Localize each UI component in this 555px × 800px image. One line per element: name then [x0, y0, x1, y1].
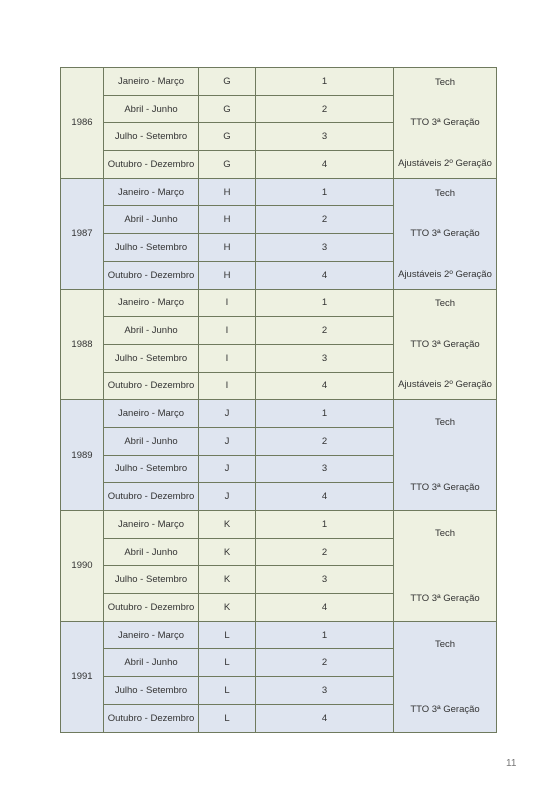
period-cell: Julho - Setembro	[104, 344, 199, 372]
period-cell: Janeiro - Março	[104, 289, 199, 317]
letter-cell: K	[199, 594, 256, 622]
number-cell: 3	[256, 344, 394, 372]
year-cell: 1988	[61, 289, 104, 400]
period-cell: Abril - Junho	[104, 427, 199, 455]
letter-cell: I	[199, 372, 256, 400]
number-cell: 3	[256, 234, 394, 262]
generation-notes	[394, 512, 496, 620]
period-cell: Janeiro - Março	[104, 400, 199, 428]
letter-cell: J	[199, 427, 256, 455]
generation-notes-cell	[394, 400, 497, 511]
period-cell: Julho - Setembro	[104, 566, 199, 594]
number-cell: 1	[256, 68, 394, 96]
letter-cell: K	[199, 538, 256, 566]
number-cell: 1	[256, 511, 394, 539]
letter-cell: J	[199, 455, 256, 483]
number-cell: 2	[256, 95, 394, 123]
table-row	[61, 178, 497, 206]
generation-note: TTO 3ª Geração	[410, 703, 480, 715]
period-cell: Abril - Junho	[104, 206, 199, 234]
period-cell: Julho - Setembro	[104, 677, 199, 705]
table-row	[61, 68, 497, 96]
generation-notes	[394, 180, 496, 288]
number-cell: 4	[256, 483, 394, 511]
generation-note: TTO 3ª Geração	[410, 338, 480, 350]
year-cell: 1989	[61, 400, 104, 511]
letter-cell: K	[199, 566, 256, 594]
number-cell: 4	[256, 372, 394, 400]
letter-cell: I	[199, 317, 256, 345]
year-cell: 1986	[61, 68, 104, 179]
number-cell: 4	[256, 151, 394, 179]
period-cell: Julho - Setembro	[104, 455, 199, 483]
generation-notes	[394, 401, 496, 509]
generation-note: Ajustáveis 2º Geração	[398, 379, 492, 391]
year-cell: 1987	[61, 178, 104, 289]
generation-note: Tech	[434, 638, 456, 650]
year-cell: 1990	[61, 511, 104, 622]
letter-cell: L	[199, 704, 256, 732]
table-row	[61, 511, 497, 539]
number-cell: 2	[256, 206, 394, 234]
letter-cell: H	[199, 206, 256, 234]
serial-code-table	[60, 67, 497, 733]
number-cell: 1	[256, 289, 394, 317]
generation-note: Tech	[434, 417, 456, 429]
table-row	[61, 289, 497, 317]
period-cell: Janeiro - Março	[104, 178, 199, 206]
period-cell: Outubro - Dezembro	[104, 261, 199, 289]
number-cell: 1	[256, 178, 394, 206]
generation-notes	[394, 69, 496, 177]
letter-cell: L	[199, 649, 256, 677]
table-body	[61, 68, 497, 733]
generation-note: TTO 3ª Geração	[410, 592, 480, 604]
letter-cell: I	[199, 289, 256, 317]
period-cell: Abril - Junho	[104, 95, 199, 123]
number-cell: 3	[256, 677, 394, 705]
period-cell: Janeiro - Março	[104, 68, 199, 96]
generation-note: Tech	[434, 298, 456, 310]
generation-note: Ajustáveis 2º Geração	[398, 268, 492, 280]
number-cell: 2	[256, 427, 394, 455]
period-cell: Outubro - Dezembro	[104, 704, 199, 732]
letter-cell: L	[199, 677, 256, 705]
generation-note: Tech	[434, 187, 456, 199]
page-number: 11	[506, 758, 517, 769]
number-cell: 3	[256, 566, 394, 594]
period-cell: Abril - Junho	[104, 649, 199, 677]
letter-cell: I	[199, 344, 256, 372]
letter-cell: H	[199, 261, 256, 289]
generation-note: Tech	[434, 527, 456, 539]
generation-notes	[394, 623, 496, 731]
number-cell: 1	[256, 621, 394, 649]
letter-cell: J	[199, 483, 256, 511]
period-cell: Abril - Junho	[104, 538, 199, 566]
period-cell: Outubro - Dezembro	[104, 483, 199, 511]
period-cell: Julho - Setembro	[104, 123, 199, 151]
number-cell: 3	[256, 455, 394, 483]
number-cell: 4	[256, 704, 394, 732]
letter-cell: G	[199, 95, 256, 123]
letter-cell: G	[199, 68, 256, 96]
generation-notes-cell	[394, 621, 497, 732]
table-row	[61, 621, 497, 649]
period-cell: Julho - Setembro	[104, 234, 199, 262]
generation-note: Ajustáveis 2º Geração	[398, 157, 492, 169]
generation-notes-cell	[394, 511, 497, 622]
number-cell: 3	[256, 123, 394, 151]
generation-note: TTO 3ª Geração	[410, 228, 480, 240]
period-cell: Outubro - Dezembro	[104, 151, 199, 179]
letter-cell: H	[199, 178, 256, 206]
year-cell: 1991	[61, 621, 104, 732]
generation-note: TTO 3ª Geração	[410, 482, 480, 494]
letter-cell: H	[199, 234, 256, 262]
period-cell: Outubro - Dezembro	[104, 594, 199, 622]
period-cell: Abril - Junho	[104, 317, 199, 345]
number-cell: 4	[256, 261, 394, 289]
letter-cell: G	[199, 123, 256, 151]
number-cell: 4	[256, 594, 394, 622]
number-cell: 2	[256, 317, 394, 345]
generation-note: Tech	[434, 76, 456, 88]
number-cell: 1	[256, 400, 394, 428]
generation-notes	[394, 290, 496, 398]
letter-cell: L	[199, 621, 256, 649]
letter-cell: J	[199, 400, 256, 428]
period-cell: Janeiro - Março	[104, 621, 199, 649]
number-cell: 2	[256, 538, 394, 566]
number-cell: 2	[256, 649, 394, 677]
period-cell: Outubro - Dezembro	[104, 372, 199, 400]
generation-notes-cell	[394, 68, 497, 179]
letter-cell: K	[199, 511, 256, 539]
table-row	[61, 400, 497, 428]
generation-note: TTO 3ª Geração	[410, 117, 480, 129]
letter-cell: G	[199, 151, 256, 179]
period-cell: Janeiro - Março	[104, 511, 199, 539]
generation-notes-cell	[394, 289, 497, 400]
generation-notes-cell	[394, 178, 497, 289]
